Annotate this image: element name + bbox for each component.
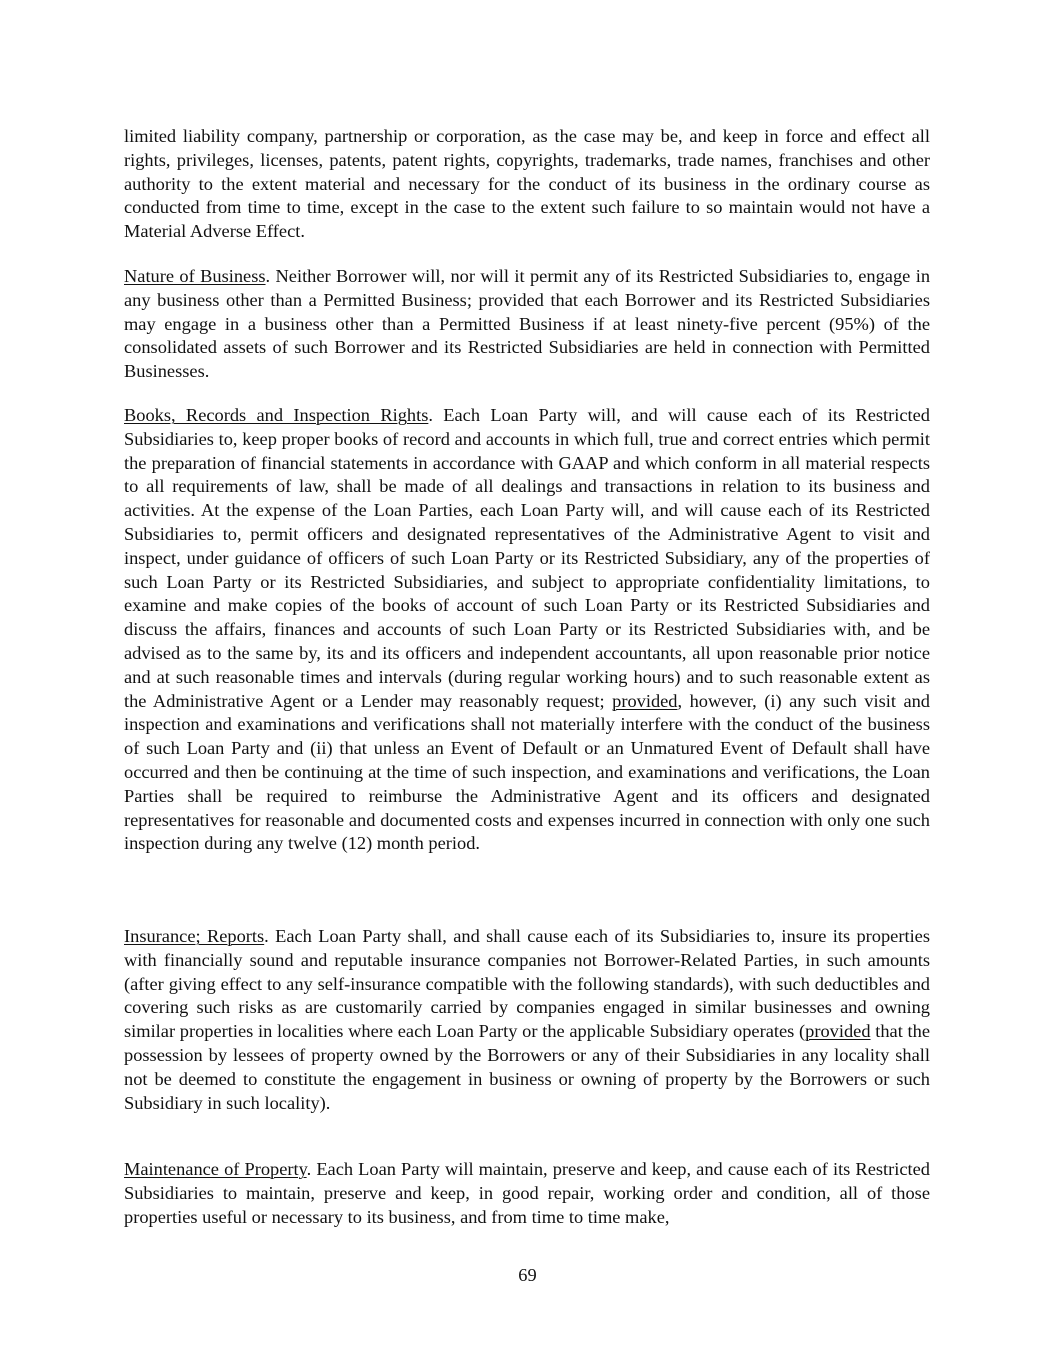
paragraph-text: . Each Loan Party will maintain, preserve and keep, and cause each of its Restricted Subsidiaries to maintain, preserve and keep, in good repair, working order and condition, all of those properties useful or necessary to its business, and from time to time make,	[124, 1159, 930, 1227]
paragraph-text: , however, (i) any such visit and inspection and examinations and verifications shall not materially interfere with the conduct of the business of such Loan Party and (ii) that unless an Event of Default or an Unmatured Event of Default shall have occurred and then be continuing at the time of such inspection, and examinations and verifications, the Loan Parties shall be required to reimburse the Administrative Agent and its officers and designated representatives for reasonable and documented costs and expenses incurred in connection with only one such inspection during any twelve (12) month period.	[124, 690, 931, 854]
paragraph-books-records-inspection	[124, 404, 930, 856]
paragraph-continuation	[124, 125, 930, 244]
paragraph-text: that the possession by lessees of property owned by the Borrowers or any of their Subsidiaries in any locality shall not be deemed to constitute the engagement in business or owning of property by the Borrowers or such Subsidiary in such locality).	[124, 1021, 930, 1113]
section-heading: Insurance; Reports	[124, 926, 265, 946]
paragraph-text: . Neither Borrower will, nor will it permit any of its Restricted Subsidiaries to, engage in any business other than a Permitted Business; provided that each Borrower and its Restricted Subsidiaries may engage in a business other than a Permitted Business if at least ninety-five percent (95%) of the consolidated assets of such Borrower and its Restricted Subsidiaries are held in connection with Permitted Businesses.	[124, 266, 931, 382]
paragraph-text: limited liability company, partnership or corporation, as the case may be, and keep in force and effect all rights, privileges, licenses, patents, patent rights, copyrights, trademarks, trade names, franchises and other authority to the extent material and necessary for the conduct of its business in the ordinary course as conducted from time to time, except in the case to the extent such failure to so maintain would not have a Material Adverse Effect.	[124, 126, 930, 242]
provided-term: provided	[612, 690, 678, 711]
page-number: 69	[518, 1265, 537, 1285]
paragraph-body	[124, 1158, 930, 1229]
section-heading: Maintenance of Property	[124, 1159, 307, 1179]
paragraph-body	[124, 265, 930, 384]
paragraph-maintenance-of-property	[124, 1158, 930, 1229]
paragraph-nature-of-business	[124, 265, 930, 384]
paragraph-body	[124, 404, 930, 856]
paragraph-body	[124, 925, 930, 1115]
provided-term: provided	[805, 1021, 871, 1042]
paragraph-text: . Each Loan Party will, and will cause each of its Restricted Subsidiaries to, keep proper books of record and accounts in which full, true and correct entries which permit the preparation of financial statements in accordance with GAAP and which conform in all material respects to all requirements of law, shall be made of all dealings and transactions in relation to its business and activities. At the expense of the Loan Parties, each Loan Party will, and will cause each of its Restricted Subsidiaries to, permit officers and designated representatives of the Administrative Agent to visit and inspect, under guidance of officers of such Loan Party or its Restricted Subsidiary, any of the properties of such Loan Party or its Restricted Subsidiaries, and subject to appropriate confidentiality limitations, to examine and make copies of the books of account of such Loan Party or its Restricted Subsidiaries and discuss the affairs, finances and accounts of such Loan Party or its Restricted Subsidiaries with, and be advised as to the same by, its and its officers and independent accountants, all upon reasonable prior notice and at such reasonable times and intervals (during regular working hours) and to such reasonable extent as the Administrative Agent or a Lender may reasonably request;	[124, 405, 930, 711]
section-heading: Books, Records and Inspection Rights	[124, 405, 429, 425]
paragraph-body	[124, 125, 930, 244]
section-heading: Nature of Business	[124, 266, 266, 286]
paragraph-insurance-reports	[124, 925, 930, 1115]
paragraph-text: . Each Loan Party shall, and shall cause each of its Subsidiaries to, insure its properties with financially sound and reputable insurance companies not Borrower-Related Parties, in such amounts (after giving effect to any self-insurance compatible with the following standards), with such deductibles and covering such risks as are customarily carried by companies engaged in similar businesses and owning similar properties in localities where each Loan Party or the applicable Subsidiary operates (	[124, 926, 930, 1042]
